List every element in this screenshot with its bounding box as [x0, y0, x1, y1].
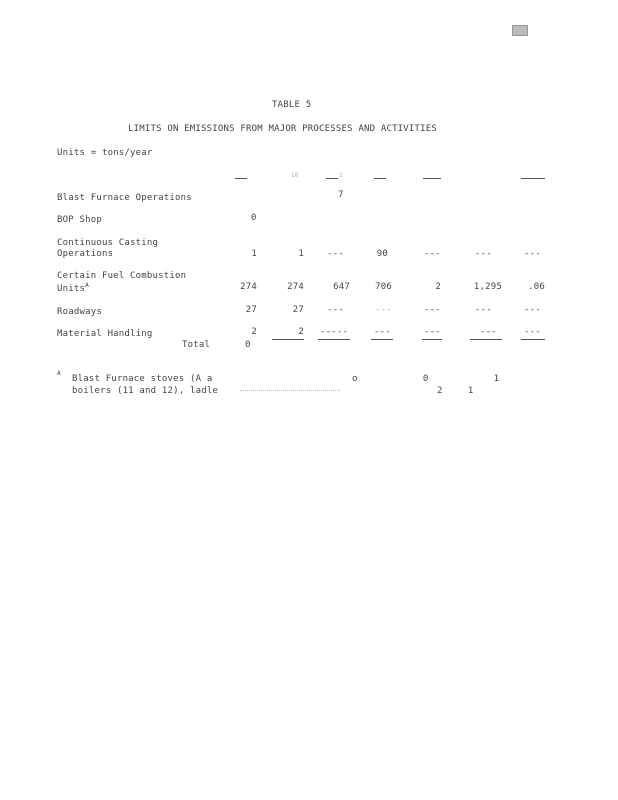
- cell-roadways-col1: 27: [245, 305, 257, 315]
- cell-casting-col7: ---: [524, 249, 541, 259]
- subtotal-rule-col2: [272, 339, 304, 340]
- column-header-2: 10: [291, 172, 299, 179]
- total-label: Total: [182, 340, 211, 350]
- header-underline-1: [235, 178, 247, 179]
- cell-fuel-col3: 647: [333, 282, 350, 292]
- cell-casting-col1: 1: [251, 249, 257, 259]
- row-label-fuel-combustion-line2: Units$^A$: [57, 282, 89, 294]
- table-subtitle: LIMITS ON EMISSIONS FROM MAJOR PROCESSES AND ACTIVITIES: [128, 124, 438, 134]
- table-title: TABLE 5: [272, 100, 312, 110]
- subtotal-rule-col3: [318, 339, 350, 340]
- footnote-mark: A: [85, 282, 89, 289]
- subtotal-rule-col6: [470, 339, 502, 340]
- header-underline-5: [423, 178, 441, 179]
- cell-roadways-col4: ---: [375, 305, 392, 315]
- row-label-blast-furnace: Blast Furnace Operations: [57, 193, 192, 203]
- cell-bop-shop-col1: 0: [251, 213, 257, 223]
- cell-blast-furnace-col3: 7: [338, 190, 344, 200]
- cell-roadways-col5: ---: [424, 305, 441, 315]
- cell-roadways-col7: ---: [524, 305, 541, 315]
- total-col1: 0: [245, 340, 251, 350]
- row-label-continuous-casting: Continuous Casting: [57, 238, 159, 248]
- cell-material-col5: ---: [424, 327, 441, 337]
- row-label-bop-shop: BOP Shop: [57, 215, 102, 225]
- cell-casting-col5: ---: [424, 249, 441, 259]
- cell-roadways-col6: ---: [475, 305, 492, 315]
- header-underline-7: [521, 178, 545, 179]
- units-label: Units = tons/year: [57, 148, 153, 158]
- cell-fuel-col5: 2: [435, 282, 441, 292]
- row-label-material-handling: Material Handling: [57, 329, 153, 339]
- cell-casting-col4: 90: [376, 249, 388, 259]
- cell-roadways-col2: 27: [292, 305, 304, 315]
- footnote-line-1: Blast Furnace stoves (A a: [72, 374, 213, 384]
- cell-fuel-col2: 274: [287, 282, 304, 292]
- cell-fuel-col4: 706: [375, 282, 392, 292]
- column-header-3: z: [339, 172, 343, 179]
- cell-material-col1: 2: [251, 327, 257, 337]
- row-label-roadways: Roadways: [57, 307, 102, 317]
- cell-material-col6: ---: [480, 327, 497, 337]
- footnote-marker: A: [57, 370, 61, 377]
- cell-material-col3: -----: [320, 327, 349, 337]
- header-underline-4: [374, 178, 386, 179]
- cell-fuel-col6: 1,295: [473, 282, 502, 292]
- cell-casting-col3: ---: [327, 249, 344, 259]
- row-label-fuel-combustion: Certain Fuel Combustion: [57, 271, 187, 281]
- cell-casting-col2: 1: [298, 249, 304, 259]
- subtotal-rule-col4: [371, 339, 393, 340]
- footnote-line-1-tail: o 0 1: [352, 374, 530, 384]
- cell-roadways-col3: ---: [327, 305, 344, 315]
- cell-material-col7: ---: [524, 327, 541, 337]
- archive-stamp: [512, 25, 528, 36]
- footnote-line-2-faded: [240, 390, 340, 392]
- cell-material-col4: ---: [374, 327, 391, 337]
- cell-material-col2: 2: [298, 327, 304, 337]
- cell-casting-col6: ---: [475, 249, 492, 259]
- row-label-continuous-casting-line2: Operations: [57, 249, 114, 259]
- footnote-line-2-tail: 2 1: [437, 386, 484, 396]
- header-underline-3: [326, 178, 338, 179]
- footnote-line-2: boilers (11 and 12), ladle: [72, 386, 219, 396]
- cell-fuel-col7: .06: [528, 282, 545, 292]
- subtotal-rule-col5: [422, 339, 442, 340]
- subtotal-rule-col7: [521, 339, 545, 340]
- cell-fuel-col1: 274: [240, 282, 257, 292]
